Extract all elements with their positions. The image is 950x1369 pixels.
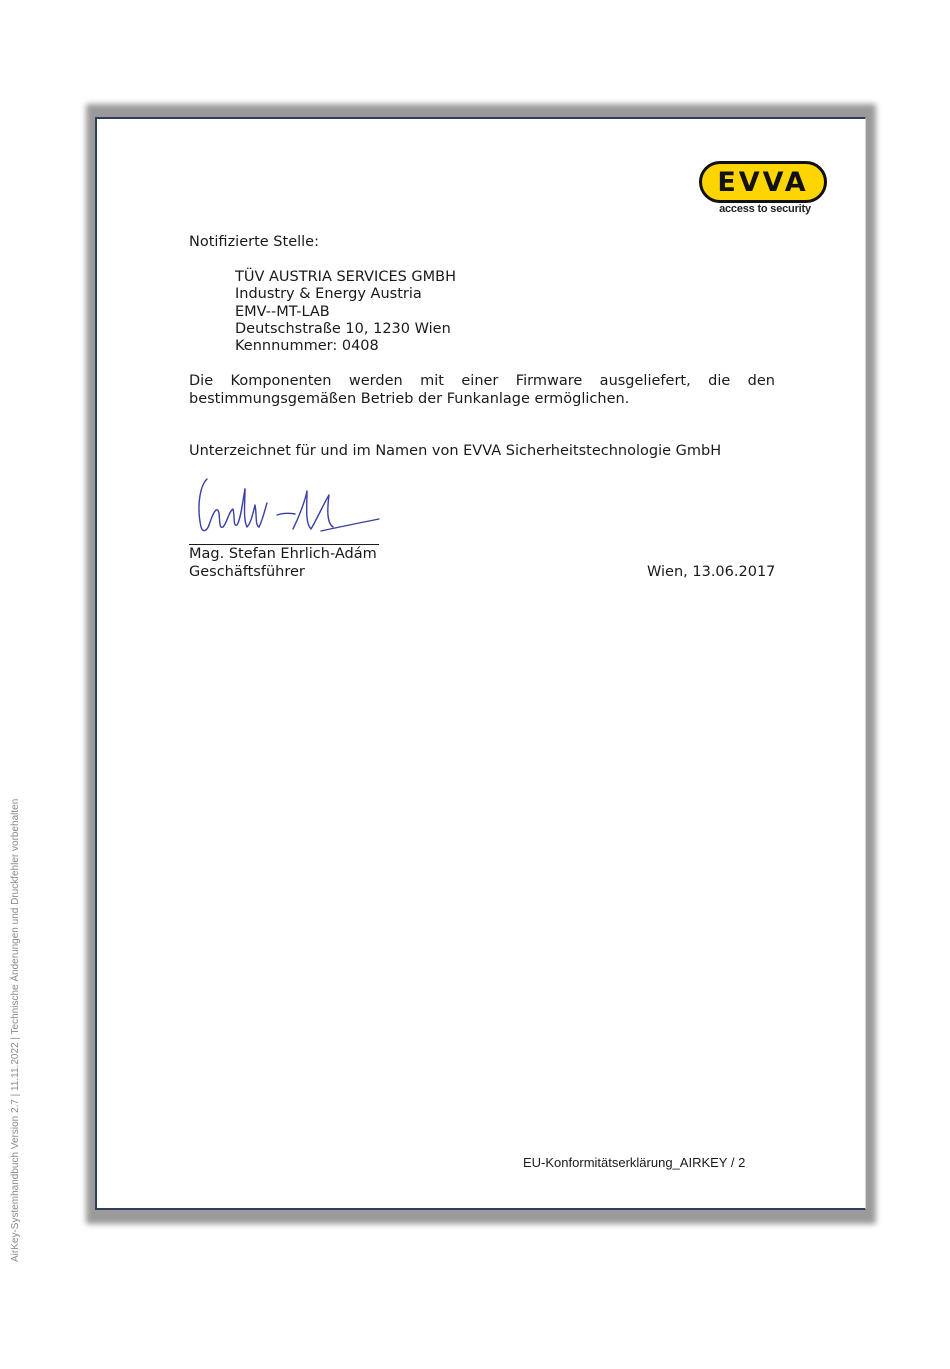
- signer-title: Geschäftsführer: [189, 563, 305, 580]
- address-line: Deutschstraße 10, 1230 Wien: [235, 320, 451, 337]
- evva-logo: [699, 161, 831, 215]
- handwritten-signature-icon: [189, 469, 389, 549]
- signer-block: [189, 546, 377, 581]
- place-date: Wien, 13.06.2017: [647, 564, 776, 580]
- address-line: EMV--MT-LAB: [235, 303, 330, 320]
- logo-tagline: access to security: [719, 203, 811, 215]
- address-line: Kennnummer: 0408: [235, 338, 379, 355]
- address-line: TÜV AUSTRIA SERVICES GMBH: [235, 269, 457, 285]
- signer-name: Mag. Stefan Ehrlich-Adám: [189, 546, 377, 562]
- firmware-statement: Die Komponenten werden mit einer Firmware ausgeliefert, die den bestimmungsgemäßen Betrieb der Funkanlage ermöglichen.: [189, 373, 775, 407]
- notified-body-address: [235, 269, 456, 355]
- signature-line: [189, 544, 379, 545]
- document-page: [95, 117, 866, 1210]
- notified-body-label: Notifizierte Stelle:: [189, 234, 319, 250]
- address-line: Industry & Energy Austria: [235, 286, 422, 303]
- signed-on-behalf: Unterzeichnet für und im Namen von EVVA Sicherheitstechnologie GmbH: [189, 443, 722, 459]
- footer-reference: EU-Konformitätserklärung_AIRKEY / 2: [523, 1155, 746, 1170]
- logo-wordmark: EVVA: [699, 161, 827, 203]
- side-note: AirKey-Systemhandbuch Version 2.7 | 11.11.2022 | Technische Änderungen und Druckfehler vorbehalten: [10, 798, 21, 1262]
